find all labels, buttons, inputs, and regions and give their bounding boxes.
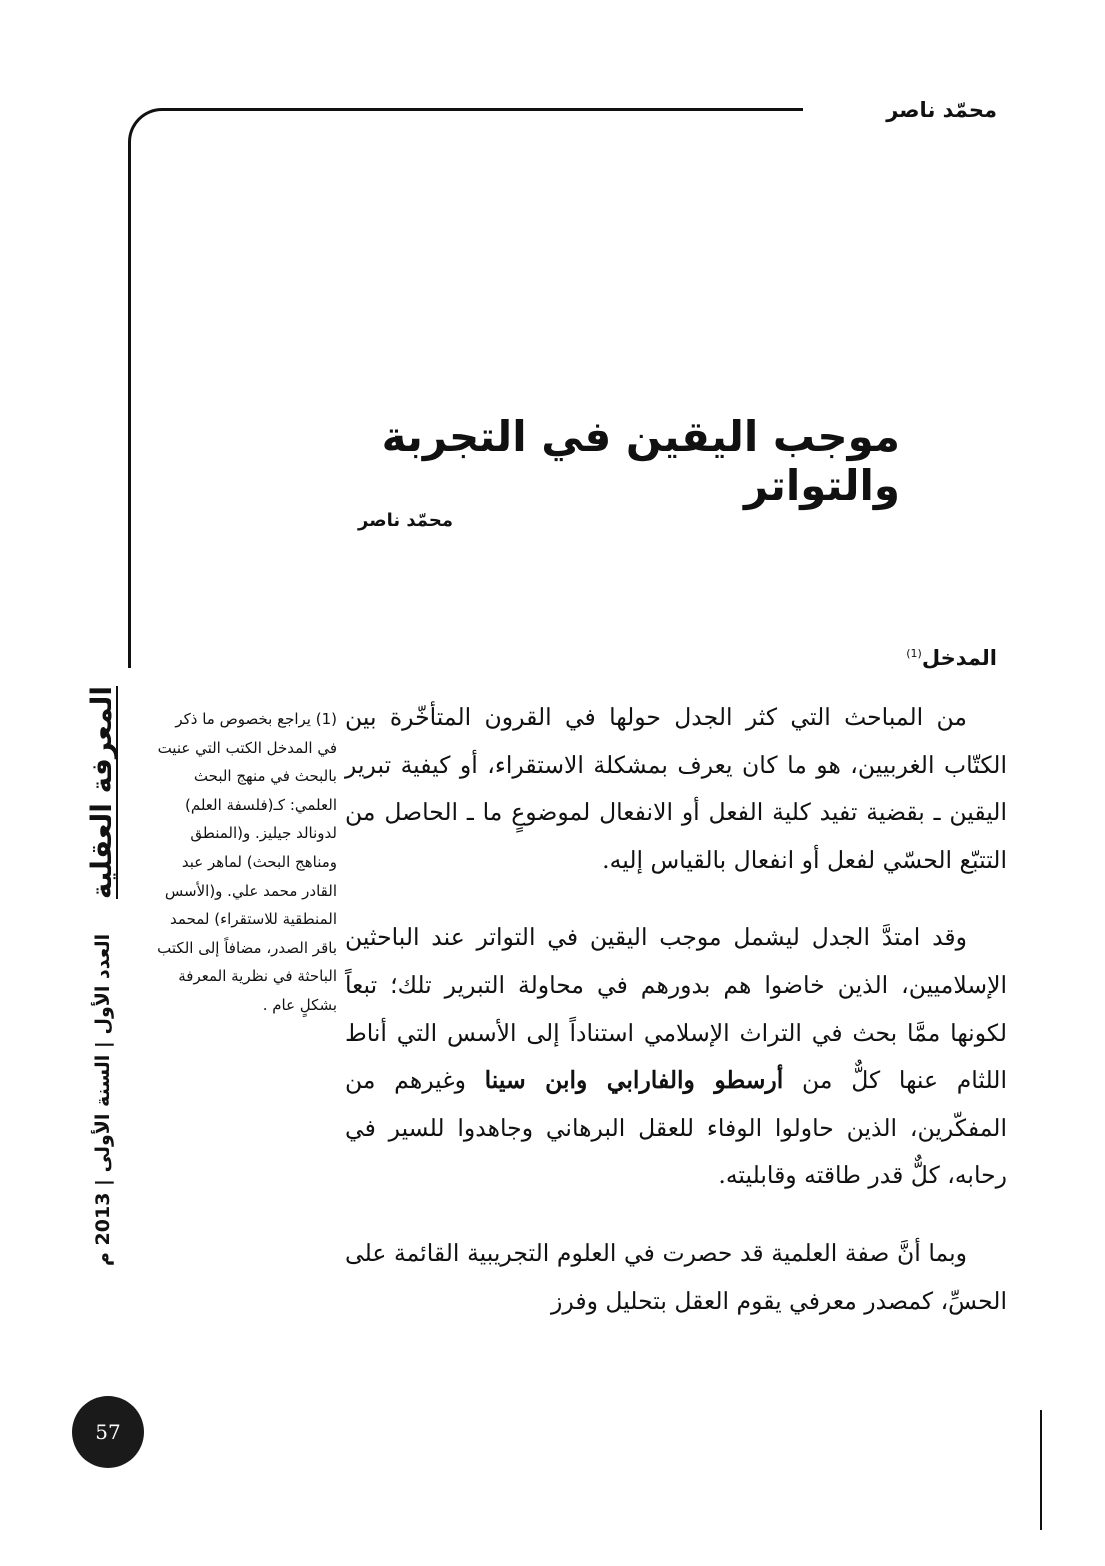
paragraph-2-start: وقد امتدَّ الجدل ليشمل موجب اليقين في التواتر عند الباحثين الإسلاميين، الذين خاضوا هم بدورهم في محاولة التبرير تلك؛ تبعاً لكونها ممَّا بحث في التراث الإسلامي استناداً إلى الأسس التي أناط اللثام عنها كلٌّ من bbox=[345, 923, 1007, 1095]
footnote: (1) يراجع بخصوص ما ذكر في المدخل الكتب التي عنيت بالبحث في منهج البحث العلمي: كـ(فلسفة العلم) لدونالد جيليز. و(المنطق ومناهج البحث) لماهر عبد القادر محمد علي. و(الأسس المنطقية للاستقراء) لمحمد باقر الصدر، مضافاً إلى الكتب الباحثة في نظرية المعرفة بشكلٍ عام . bbox=[157, 710, 337, 1014]
section-heading-text: المدخل bbox=[921, 646, 997, 670]
footnote-ref: (1) bbox=[906, 647, 922, 660]
decorative-frame bbox=[128, 108, 803, 668]
philosopher-names: أرسطو والفارابي وابن سينا bbox=[484, 1066, 784, 1095]
paragraph-2 bbox=[345, 914, 1007, 1200]
page-number-badge bbox=[72, 1396, 144, 1468]
column-rule bbox=[1040, 1410, 1042, 1530]
section-heading bbox=[906, 646, 997, 670]
paragraph-1: من المباحث التي كثر الجدل حولها في القرون المتأخّرة بين الكتّاب الغربيين، هو ما كان يعرف بمشكلة الاستقراء، أو كيفية تبرير اليقين ـ بقضية تفيد كلية الفعل أو الانفعال لموضوعٍ ما ـ الحاصل من التتبّع الحسّي لفعل أو انفعال بالقياس إليه. bbox=[345, 703, 1007, 874]
page-number: 57 bbox=[95, 1420, 121, 1444]
journal-margin-text bbox=[68, 686, 138, 1266]
issue-info: العدد الأول | السنة الأولى | 2013 م bbox=[92, 933, 114, 1266]
article-title: موجب اليقين في التجربة والتواتر bbox=[381, 412, 900, 510]
journal-margin-strip bbox=[68, 686, 138, 1266]
article-author: محمّد ناصر bbox=[358, 510, 453, 531]
paragraph-2-end: وغيرهم من المفكّرين، الذين حاولوا الوفاء للعقل البرهاني وجاهدوا للسير في رحابه، كلٌّ قدر طاقته وقابليته. bbox=[345, 1066, 1007, 1190]
running-header-author: محمّد ناصر bbox=[886, 98, 997, 122]
paragraph-3: وبما أنَّ صفة العلمية قد حصرت في العلوم التجريبية القائمة على الحسِّ، كمصدر معرفي يقوم العقل بتحليل وفرز bbox=[345, 1238, 1007, 1315]
article-body bbox=[345, 694, 1007, 1325]
journal-name-logo: المعرفة العقلية bbox=[85, 686, 118, 900]
